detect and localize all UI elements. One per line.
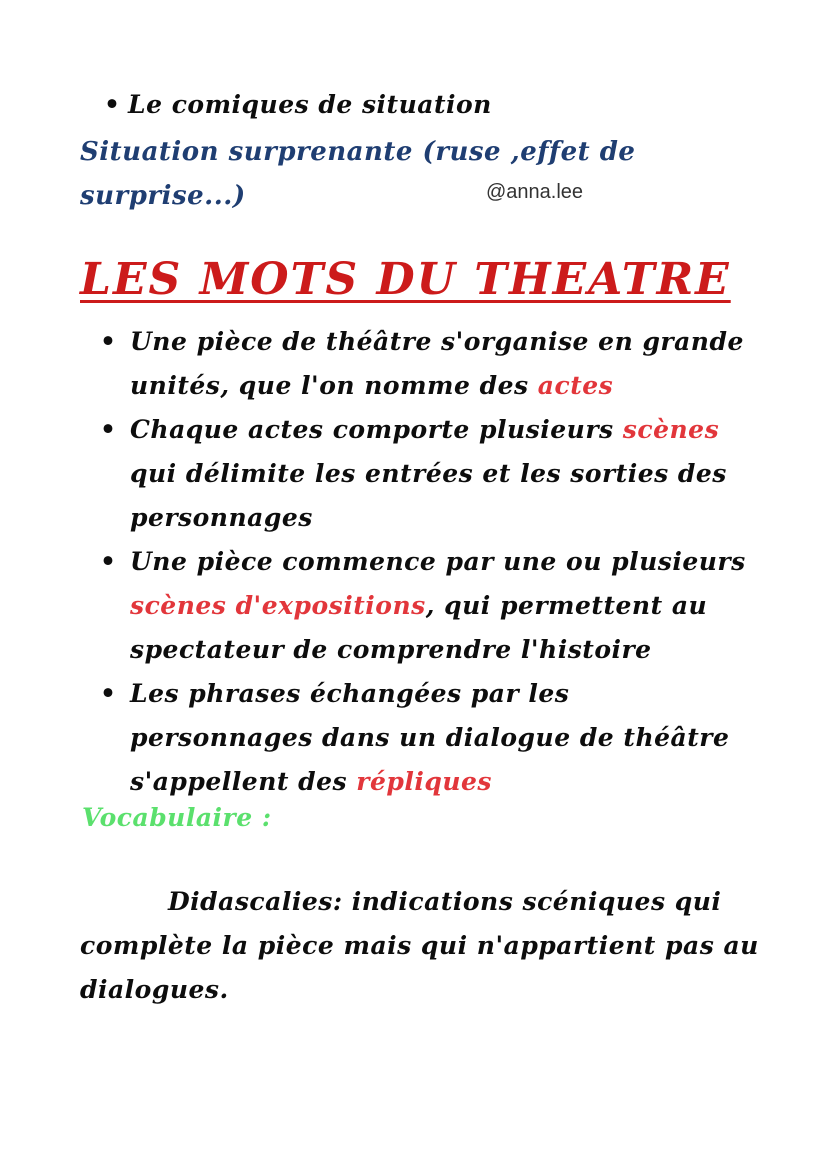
item-text-after: , qui permettent au spectateur de comprendre l'histoire (130, 591, 708, 664)
author-watermark: @anna.lee (486, 181, 584, 203)
item-text: Chaque actes comporte plusieurs (130, 415, 623, 444)
bullet-dot: • (100, 547, 117, 576)
section-heading: LES MOTS DU THEATRE (80, 254, 731, 305)
item-term: scènes (622, 415, 720, 444)
list-item (100, 540, 760, 672)
list-item (100, 320, 760, 408)
situation-description: Situation surprenante (ruse ,effet de surprise...) (80, 137, 636, 211)
item-text: Les phrases échangées par les personnages dans un dialogue de théâtre s'appellent des (130, 679, 730, 796)
item-text: Une pièce commence par une ou plusieurs (130, 547, 746, 576)
theatre-terms-list (100, 320, 760, 804)
bullet-dot: • (104, 90, 121, 119)
comique-situation-text: Le comiques de situation (128, 90, 492, 119)
comique-situation-bullet (104, 88, 492, 122)
list-item (100, 408, 760, 540)
list-item (100, 672, 760, 804)
item-term: actes (537, 371, 614, 400)
item-text: Une pièce de théâtre s'organise en grande unités, que l'on nomme des (130, 327, 744, 400)
bullet-dot: • (100, 679, 117, 708)
item-term: répliques (356, 767, 492, 796)
didascalies-definition: Didascalies: indications scéniques qui complète la pièce mais qui n'appartient pas au dialogues. (80, 887, 759, 1004)
item-text-after: qui délimite les entrées et les sorties des personnages (130, 459, 727, 532)
bullet-dot: • (100, 415, 117, 444)
vocabulary-label: Vocabulaire : (82, 803, 272, 832)
item-term: scènes d'expositions (130, 591, 426, 620)
bullet-dot: • (100, 327, 117, 356)
